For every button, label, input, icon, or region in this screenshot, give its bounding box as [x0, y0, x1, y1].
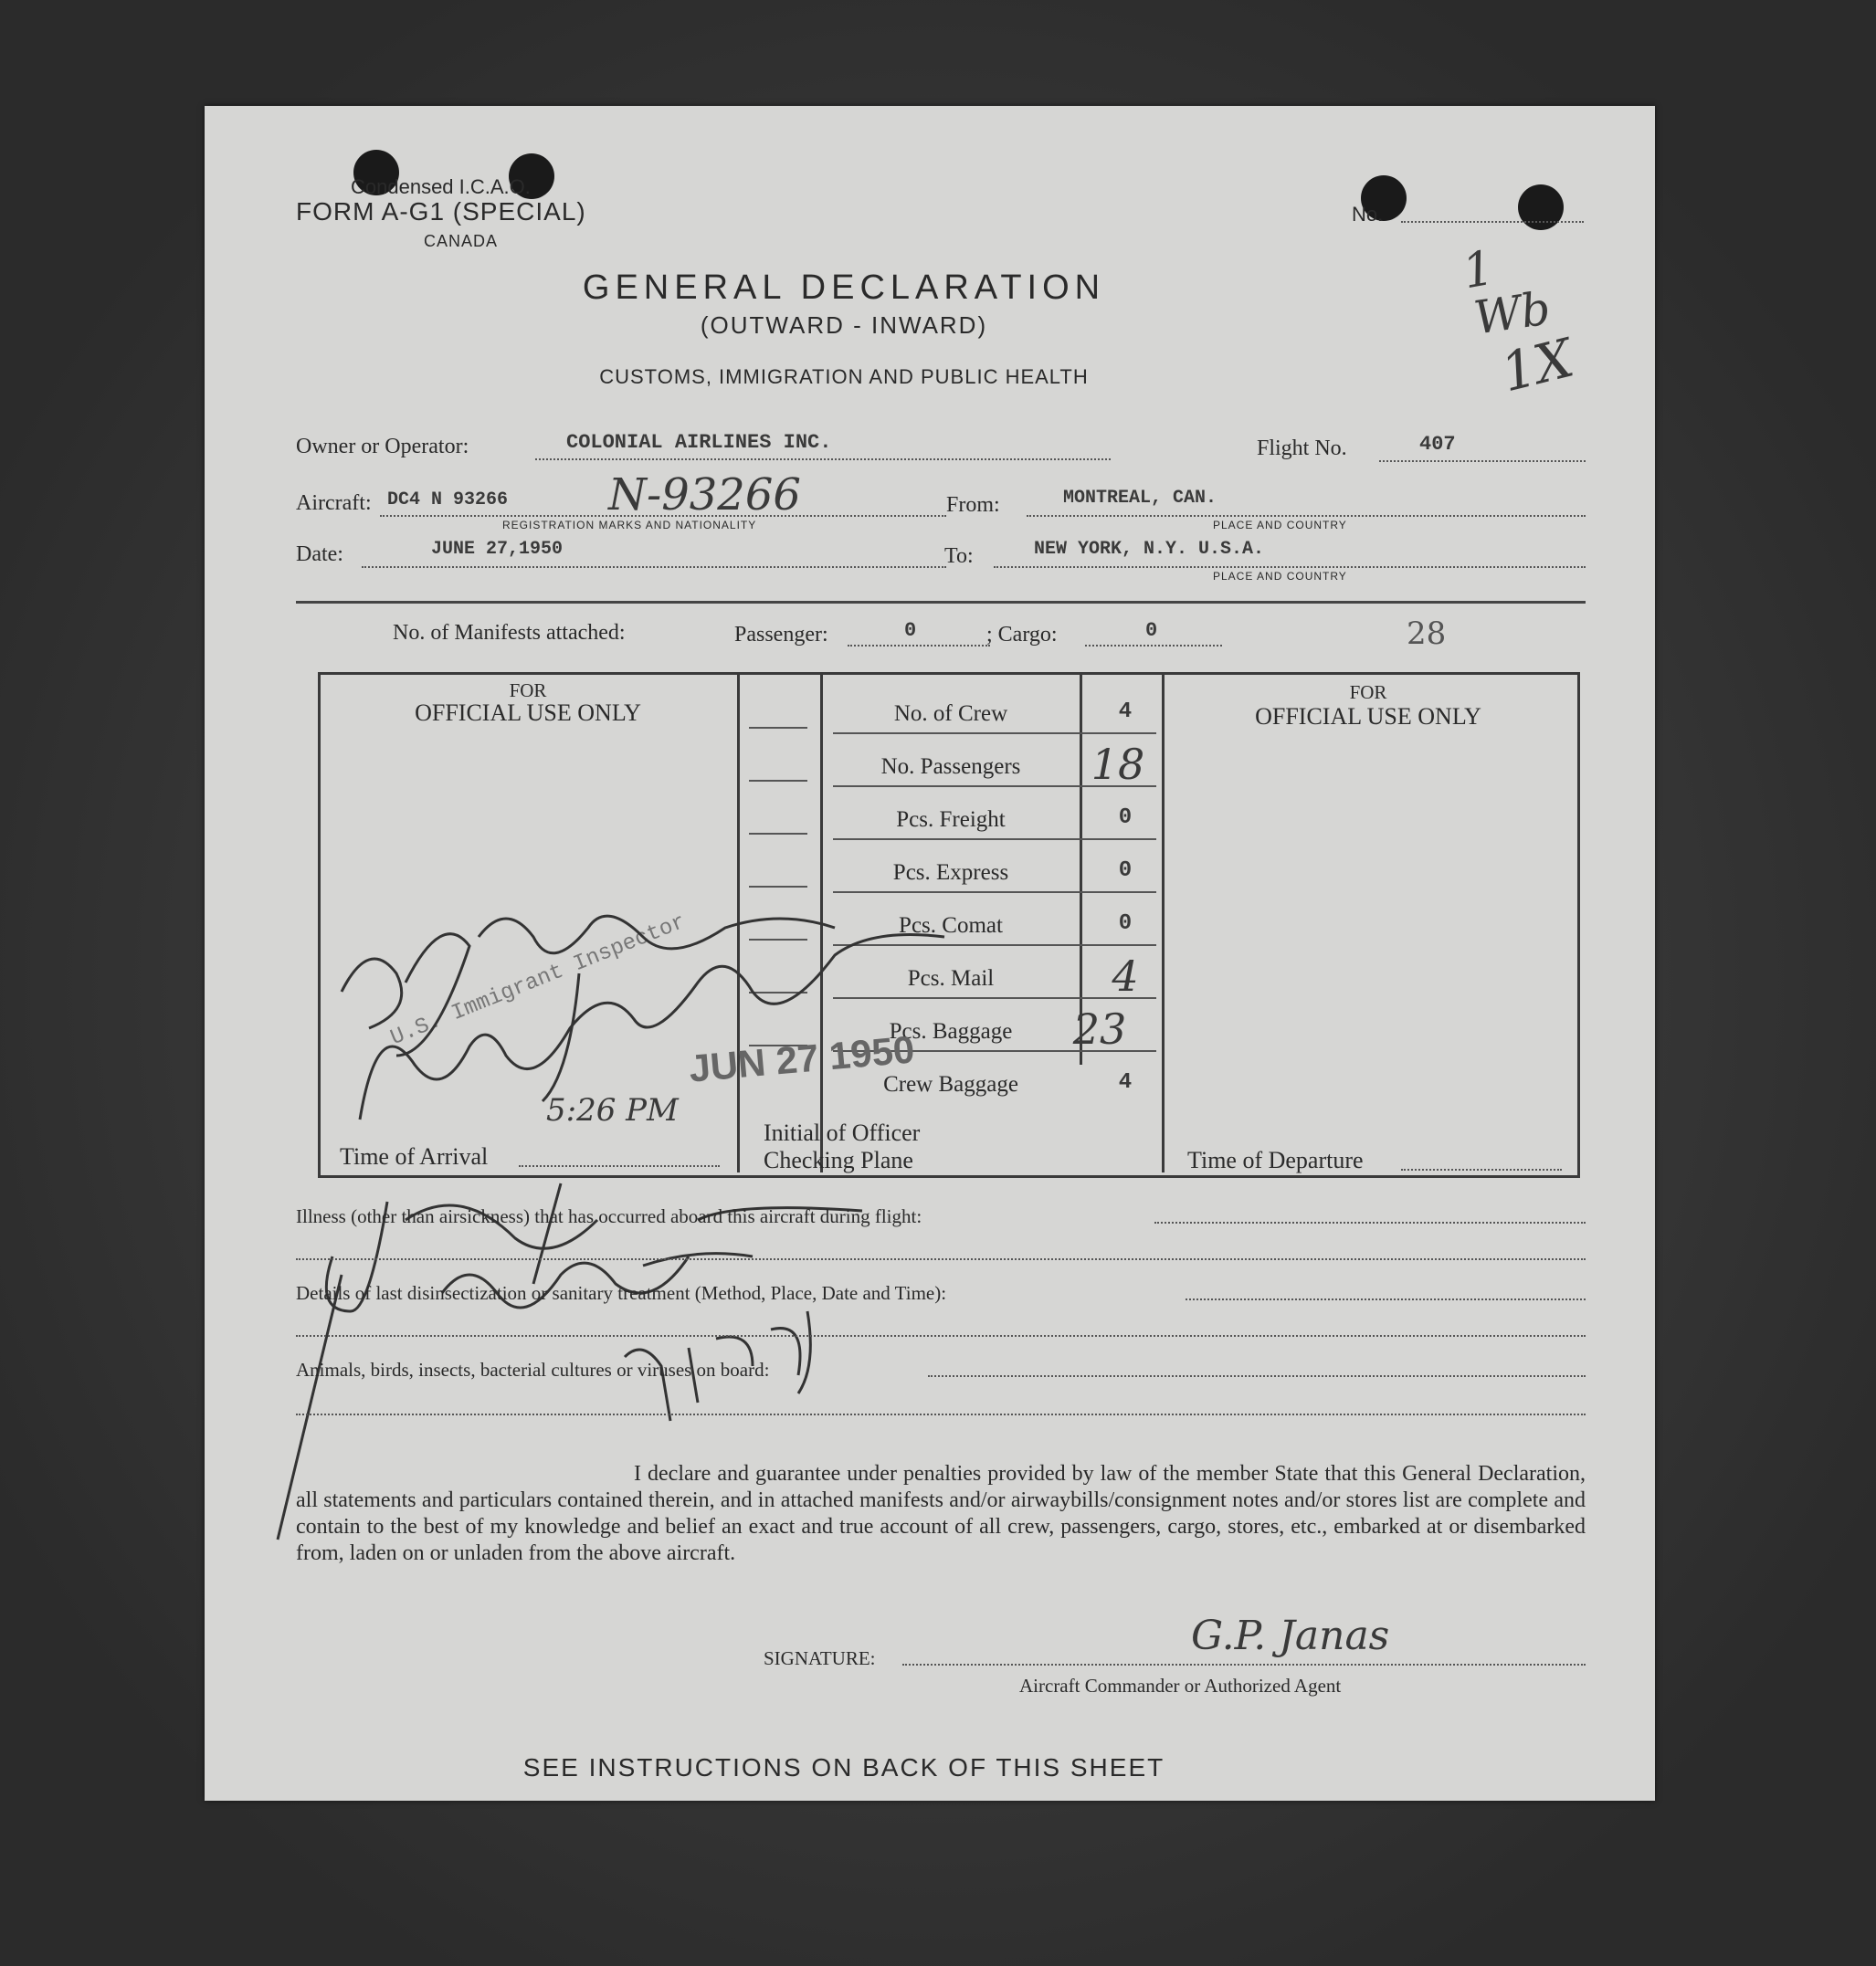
- left-for-label: FOR: [509, 679, 547, 701]
- signature-line: [902, 1664, 1586, 1666]
- row-value-freight: 0: [1118, 805, 1133, 830]
- aircraft-handwritten: N-93266: [608, 469, 801, 520]
- form-line3: CANADA: [424, 232, 499, 250]
- row-value-express: 0: [1118, 858, 1133, 883]
- customs-heading: CUSTOMS, IMMIGRATION AND PUBLIC HEALTH: [599, 365, 1089, 388]
- row-value-baggage: 23: [1072, 1004, 1127, 1054]
- page-subtitle: (OUTWARD - INWARD): [700, 311, 988, 339]
- animals-label: Animals, birds, insects, bacterial cultures or viruses on board:: [296, 1359, 770, 1381]
- date-value: JUNE 27,1950: [431, 539, 564, 560]
- cell-rule: [749, 833, 807, 835]
- row-value-comat: 0: [1118, 911, 1133, 936]
- passenger-manifest-line: [848, 645, 990, 647]
- stamp-date: JUN 27 1950: [687, 1027, 917, 1090]
- margin-note-1: 1: [1459, 240, 1499, 300]
- form-line1: Condensed I.C.A.O.: [351, 175, 531, 198]
- margin-note-2: Wb: [1470, 281, 1555, 345]
- row-value-mail: 4: [1112, 951, 1139, 1001]
- row-value-crew-baggage: 4: [1118, 1070, 1133, 1095]
- row-rule: [833, 785, 1156, 787]
- illness-line: [1154, 1222, 1586, 1224]
- no-line: [1401, 221, 1584, 223]
- date-label: Date:: [296, 542, 343, 566]
- illness-label: Illness (other than airsickness) that has occurred aboard this aircraft during flight:: [296, 1205, 922, 1227]
- row-label-crew-baggage: Crew Baggage: [883, 1072, 1018, 1097]
- row-value-crew: 4: [1118, 699, 1133, 724]
- registration-caption: REGISTRATION MARKS AND NATIONALITY: [502, 519, 757, 531]
- row-label-mail: Pcs. Mail: [907, 966, 995, 991]
- cargo-manifest-line: [1085, 645, 1222, 647]
- page-title: GENERAL DECLARATION: [582, 268, 1106, 307]
- checking-plane-label: Checking Plane: [764, 1147, 913, 1173]
- row-label-comat: Pcs. Comat: [899, 913, 1003, 938]
- no-label: No.: [1352, 203, 1384, 226]
- to-label: To:: [944, 544, 974, 568]
- from-caption: PLACE AND COUNTRY: [1213, 519, 1347, 531]
- form-line2: FORM A-G1 (SPECIAL): [296, 197, 586, 226]
- to-line: [994, 566, 1586, 568]
- owner-line: [535, 458, 1111, 460]
- declaration-text: I declare and guarantee under penalties provided by law of the member State that this General Declaration, all statements and particulars contained therein, and in attached manifests and/or airwaybills/consignment notes and/or stores list are complete and contain to the best of my knowledge and belief an exact and true account of all crew, passengers, cargo, stores, etc., embarked at or disembarked from, laden on or unladen from the above aircraft.: [296, 1462, 1586, 1565]
- aircraft-label: Aircraft:: [296, 491, 372, 515]
- passenger-manifest-label: Passenger:: [734, 623, 828, 647]
- row-label-passengers: No. Passengers: [880, 754, 1021, 779]
- row-label-crew: No. of Crew: [893, 701, 1008, 726]
- date-line: [362, 566, 946, 568]
- row-value-passengers: 18: [1091, 740, 1145, 789]
- animals-line: [928, 1375, 1586, 1377]
- signature-label: SIGNATURE:: [764, 1647, 876, 1669]
- initial-officer-label: Initial of Officer: [764, 1120, 921, 1146]
- time-arrival-hand: 5:26 PM: [546, 1092, 679, 1129]
- right-for-label: FOR: [1349, 681, 1387, 703]
- row-label-baggage: Pcs. Baggage: [889, 1019, 1013, 1044]
- left-official-label: OFFICIAL USE ONLY: [415, 699, 641, 726]
- header-divider: [296, 601, 1586, 604]
- cargo-manifest-value: 0: [1145, 619, 1158, 642]
- owner-value: COLONIAL AIRLINES INC.: [566, 431, 832, 454]
- flight-label: Flight No.: [1257, 436, 1347, 460]
- flight-value: 407: [1419, 433, 1456, 456]
- cargo-manifest-label: ; Cargo:: [986, 623, 1058, 647]
- animals-line-2: [296, 1414, 1586, 1415]
- from-label: From:: [946, 493, 1000, 517]
- to-caption: PLACE AND COUNTRY: [1213, 570, 1347, 583]
- punch-hole-4: [1518, 184, 1564, 230]
- flight-line: [1379, 460, 1586, 462]
- to-value: NEW YORK, N.Y. U.S.A.: [1034, 539, 1265, 560]
- from-value: MONTREAL, CAN.: [1063, 488, 1217, 509]
- aircraft-typed: DC4 N 93266: [387, 489, 509, 510]
- row-label-express: Pcs. Express: [892, 860, 1009, 885]
- owner-label: Owner or Operator:: [296, 435, 469, 458]
- illness-line-2: [296, 1258, 1586, 1260]
- time-departure-label: Time of Departure: [1187, 1147, 1364, 1173]
- time-arrival-line: [519, 1165, 720, 1167]
- disinsect-line: [1186, 1298, 1586, 1300]
- disinsect-label: Details of last disinsectization or sanitary treatment (Method, Place, Date and Time):: [296, 1282, 947, 1304]
- cell-rule: [749, 780, 807, 782]
- immigration-stamp: U.S. Immigrant Inspector: [387, 909, 690, 1052]
- signature-caption: Aircraft Commander or Authorized Agent: [1019, 1675, 1342, 1697]
- passenger-manifest-value: 0: [904, 619, 917, 642]
- time-arrival-label: Time of Arrival: [340, 1143, 489, 1170]
- manifests-label: No. of Manifests attached:: [393, 621, 626, 645]
- row-rule: [833, 732, 1156, 734]
- document-sheet: [205, 106, 1655, 1801]
- table-divider-4: [1162, 672, 1165, 1172]
- from-line: [1027, 515, 1586, 517]
- time-departure-line: [1401, 1169, 1562, 1171]
- footer-instructions: SEE INSTRUCTIONS ON BACK OF THIS SHEET: [522, 1753, 1165, 1782]
- right-official-label: OFFICIAL USE ONLY: [1255, 703, 1481, 730]
- margin-note-3: 1X: [1494, 326, 1580, 405]
- cell-rule: [749, 727, 807, 729]
- manifest-number-hand: 28: [1407, 615, 1447, 652]
- row-label-freight: Pcs. Freight: [896, 807, 1006, 832]
- signature-value: G.P. Janas: [1191, 1613, 1390, 1659]
- disinsect-line-2: [296, 1335, 1586, 1337]
